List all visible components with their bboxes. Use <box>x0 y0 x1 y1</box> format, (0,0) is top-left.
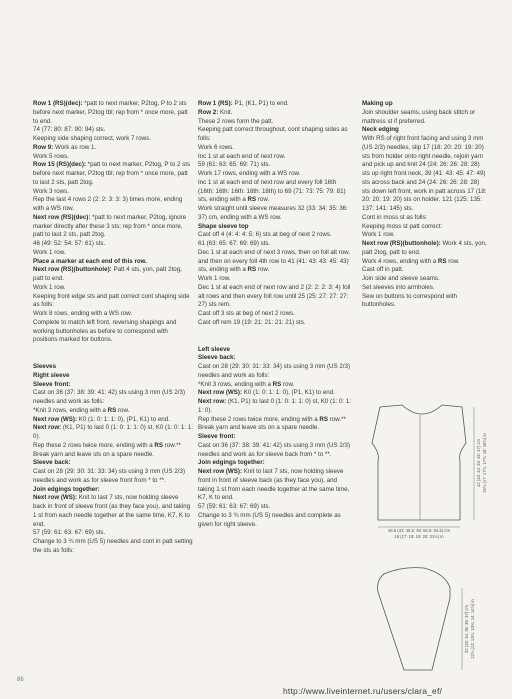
pattern-line <box>198 100 353 109</box>
watermark-url: http://www.liveinternet.ru/users/clara_ef/ <box>283 686 443 696</box>
pattern-line <box>198 161 353 170</box>
pattern-line <box>198 240 353 249</box>
instruction-text: (K1, P1) to last 0 (1: 0: 1: 1: 0) st, K0 (1: 0: 1: 1: 0). <box>33 424 193 440</box>
pattern-line <box>33 214 193 240</box>
row-label: Next row (WS): <box>198 389 242 397</box>
pattern-line <box>33 126 193 135</box>
pattern-line <box>33 153 193 162</box>
sleeve-length-label: 32 (33: 34: 35: 36: 37) cm <box>464 605 469 653</box>
pattern-line <box>198 389 353 398</box>
pattern-line <box>33 240 193 249</box>
instruction-text: *Knit 3 rows, ending with a <box>198 380 273 388</box>
heading-text: Making up <box>362 100 393 107</box>
sleeve-schematic <box>362 560 502 685</box>
body-length-in-label: 16½ (17: 17½: 17¾: 18: 18½) in <box>482 433 487 493</box>
instruction-text: *patt to next marker, P2tog, P to 2 sts before next marker, P2tog tbl; rep from * once more, patt to last 2 sts, patt 2tog. <box>33 161 191 186</box>
pattern-line <box>198 381 353 390</box>
row-label: Next row (WS): <box>33 494 77 502</box>
row-label: Next row (RS)(buttonhole): <box>33 266 112 274</box>
section-heading <box>33 381 193 390</box>
pattern-line <box>33 144 193 153</box>
pattern-line <box>198 310 353 319</box>
row-label: Next row (WS): <box>33 415 77 423</box>
section-heading <box>198 346 353 355</box>
emphasis-text: RS <box>247 266 257 274</box>
body-width-label: 46.5 (43: 45.5: 48: 50.5: 54.5) cm <box>388 528 450 533</box>
pattern-line <box>198 170 353 179</box>
instruction-text: Break yarn and leave sts on a spare needle. <box>33 450 155 458</box>
instruction-text: Cast off rem 19 (19: 21: 21: 21: 21) sts. <box>198 318 306 326</box>
section-heading <box>33 372 193 381</box>
heading-text: Shape sleeve top <box>198 222 249 230</box>
instruction-text: 57 (59: 61: 63: 67: 69) sts. <box>33 529 106 537</box>
heading-text: Right sleeve <box>33 371 70 379</box>
instruction-text: 74 (77: 80: 87: 90: 94) sts. <box>33 126 106 134</box>
instruction-text: Rep these 2 rows twice more, ending with a <box>33 441 155 449</box>
instruction-text: Patt 4 sts, yon, patt 2tog, patt to end. <box>33 266 182 282</box>
pattern-line <box>33 416 193 425</box>
instruction-text: row. <box>116 406 130 414</box>
pattern-line <box>33 389 193 407</box>
instruction-text: Cast off 3 sts at beg of next 2 rows. <box>198 310 295 317</box>
section-heading <box>33 486 193 495</box>
pattern-line <box>362 231 487 240</box>
pattern-line <box>33 494 193 529</box>
pattern-line <box>198 424 353 433</box>
instruction-text: Rep the last 4 rows 2 (2: 2: 3: 3: 3) times more, ending with a WS row. <box>33 196 183 212</box>
sleeve-outline <box>378 568 450 670</box>
instruction-text: Work 4 sts, yon, patt 2tog, patt to end. <box>362 240 487 256</box>
instruction-text: Inc 1 st at each end of next row. <box>198 152 286 160</box>
section-heading <box>33 363 193 372</box>
section-heading <box>198 433 353 442</box>
pattern-line <box>198 126 353 144</box>
pattern-line <box>198 205 353 223</box>
row-label: Row 1 (RS): <box>198 100 233 107</box>
heading-text: Join edgings together: <box>198 459 265 467</box>
row-label: Next row (RS)(dec): <box>33 213 91 221</box>
pattern-line <box>198 363 353 381</box>
instruction-text: Cont in moss st as folls: <box>362 213 428 221</box>
instruction-text: row. <box>256 266 270 274</box>
pattern-line <box>198 118 353 127</box>
heading-text: Sleeve back: <box>198 354 236 362</box>
heading-text: Sleeves <box>33 363 57 370</box>
pattern-line <box>362 258 487 267</box>
pattern-line <box>198 416 353 425</box>
instruction-text: row. <box>256 196 270 204</box>
instruction-text: 46 (49: 52: 54: 57: 61) sts. <box>33 240 106 247</box>
pattern-line <box>33 468 193 486</box>
column-right <box>362 100 487 310</box>
pattern-line <box>362 266 487 275</box>
instruction-text: Work 17 rows, ending with a WS row. <box>198 170 301 177</box>
pattern-line <box>198 442 353 460</box>
pattern-line <box>198 512 353 530</box>
pattern-line <box>362 135 487 214</box>
emphasis-text: RS <box>247 196 257 204</box>
pattern-line <box>33 424 193 442</box>
instruction-text: Keeping patt correct throughout, cont shaping sides as folls: <box>198 126 348 142</box>
section-heading <box>198 354 353 363</box>
row-label: Row 2: <box>198 108 219 116</box>
instruction-text: row.** <box>328 415 346 423</box>
instruction-text: Work 1 row. <box>198 275 231 282</box>
pattern-line <box>362 275 487 284</box>
instruction-text: Change to 3 ¾ mm (US 5) needles and cont in patt setting the sts as folls: <box>33 538 193 554</box>
instruction-text: Keeping side shaping correct, work 7 rows. <box>33 135 151 142</box>
row-label: Next row: <box>198 398 227 405</box>
pattern-line <box>33 284 193 293</box>
section-heading <box>362 100 487 109</box>
instruction-text: Change to 3 ¾ mm (US 5) needles and complete as given for right sleeve. <box>198 511 341 528</box>
pattern-line <box>33 266 193 284</box>
instruction-text: Dec 1 st at each end of next 3 rows, then on foll alt row, and then on every foll 4th row to 41 (41: 43: 43: 45: 43) sts, ending with a <box>198 248 351 274</box>
paragraph-gap <box>198 328 353 346</box>
instruction-text: Join side and sleeve seams. <box>362 275 440 282</box>
row-label: Next row: <box>33 424 62 432</box>
instruction-text: 57 (59: 61: 63: 67: 69) sts. <box>198 503 271 510</box>
section-heading <box>33 258 193 267</box>
instruction-text: Cast on 36 (37: 38: 39: 41: 42) sts using 3 mm (US 2/3) needles and work as folls: <box>33 389 186 405</box>
heading-text: Left sleeve <box>198 345 230 353</box>
pattern-line <box>198 153 353 162</box>
row-label: Row 1 (RS)(dec): <box>33 100 83 107</box>
pattern-line <box>198 319 353 328</box>
column-left <box>33 100 193 556</box>
pattern-line <box>33 196 193 214</box>
instruction-text: Work 3 rows. <box>33 187 69 195</box>
instruction-text: Work 6 rows. <box>198 143 234 151</box>
instruction-text: Rep these 2 rows twice more, ending with a <box>198 415 320 423</box>
section-heading <box>33 459 193 468</box>
pattern-line <box>33 135 193 144</box>
pattern-line <box>33 529 193 538</box>
heading-text: Sleeve back: <box>33 459 71 467</box>
section-heading <box>198 459 353 468</box>
pattern-line <box>33 293 193 311</box>
pattern-line <box>33 451 193 460</box>
pattern-line <box>33 249 193 258</box>
instruction-text: Keeping moss st patt correct: <box>362 222 443 230</box>
instruction-text: Cast on 28 (29: 30: 31: 33: 34) sts using 3 mm (US 2/3) needles and work as for sleeve front from * to **. <box>33 468 186 484</box>
instruction-text: Cast off 4 (4: 4: 4: 5: 6) sts at beg of next 2 rows. <box>198 231 332 239</box>
instruction-text: row. <box>281 380 295 388</box>
instruction-text: *Knit 3 rows, ending with a <box>33 406 108 414</box>
instruction-text: *patt to next marker, P2tog, ignore marker directly after these 3 sts; rep from * once more, patt to last 2 sts, patt 2tog. <box>33 213 187 239</box>
emphasis-text: RS <box>107 406 117 414</box>
instruction-text: Knit to last 7 sts, now holding sleeve front in front of sleeve back (as they face you), and taking 1 st from each needle together at the same time, K7, K to end. <box>198 468 350 502</box>
pattern-line <box>362 293 487 311</box>
instruction-text: row. <box>446 257 460 265</box>
page-number: 86 <box>17 677 24 683</box>
instruction-text: Break yarn and leave sts on a spare needle. <box>198 424 320 432</box>
instruction-text: Work 1 row. <box>362 231 395 239</box>
instruction-text: Work 8 rows, ending with a WS row. <box>33 310 132 317</box>
heading-text: Neck edging <box>362 126 399 134</box>
pattern-line <box>198 179 353 205</box>
pattern-line <box>198 144 353 153</box>
section-heading <box>198 223 353 232</box>
pattern-line <box>33 161 193 187</box>
pattern-line <box>198 109 353 118</box>
heading-text: Sleeve front: <box>33 380 71 388</box>
instruction-text: (K1, P1) to last 0 (1: 0: 1: 1: 0) st, K0 (1: 0: 1: 1: 0). <box>198 398 352 414</box>
instruction-text: Cast on 36 (37: 38: 39: 41: 42) sts using 3 mm (US 2/3) needles and work as for sleeve back from * to **. <box>198 441 351 458</box>
row-label: Next row (RS)(buttonhole): <box>362 240 441 247</box>
instruction-text: Knit to last 7 sts, now holding sleeve back in front of sleeve front (as they face you), and taking 1 st from each needle together at the same time, K7, K to end. <box>33 494 191 528</box>
pattern-line <box>33 538 193 556</box>
pattern-line <box>33 319 193 345</box>
pattern-line <box>198 275 353 284</box>
instruction-text: Cast on 28 (29: 30: 31: 33: 34) sts using 3 mm (US 2/3) needles and work as folls: <box>198 363 351 379</box>
pattern-line <box>362 109 487 127</box>
body-outline <box>372 405 466 520</box>
instruction-text: P1, (K1, P1) to end. <box>232 100 289 107</box>
instruction-text: Knit. <box>218 108 233 116</box>
pattern-line <box>33 100 193 126</box>
instruction-text: 61 (63: 65: 67: 69: 69) sts. <box>198 240 271 247</box>
instruction-text: Set sleeves into armholes. <box>362 283 435 291</box>
pattern-line <box>362 284 487 293</box>
row-label: Next row (WS): <box>198 468 242 475</box>
pattern-line <box>362 214 487 223</box>
instruction-text: Sew on buttons to correspond with buttonholes. <box>362 292 457 309</box>
instruction-text: *patt to next marker, P2tog, P to 2 sts before next marker, P2tog tbl; rep from * once more, patt to end. <box>33 100 188 125</box>
pattern-line <box>198 249 353 275</box>
instruction-text: Keeping front edge sts and patt correct cont shaping side as folls: <box>33 292 190 309</box>
paragraph-gap <box>33 345 193 363</box>
instruction-text: These 2 rows form the patt. <box>198 117 274 125</box>
instruction-text: Work as row 1. <box>53 143 97 151</box>
body-length-label: 42 (43: 44: 45: 46: 47) cm <box>476 439 481 487</box>
instruction-text: Inc 1 st at each end of next row and every foll 16th (16th: 16th: 16th: 18th: 18th) to 69 (71: 73: 75: 79: 81) sts, ending with a <box>198 178 346 204</box>
pattern-line <box>198 231 353 240</box>
instruction-text: K0 (1: 0: 1: 1: 0), (P1, K1) to end. <box>242 389 335 397</box>
pattern-line <box>33 310 193 319</box>
section-heading <box>362 126 487 135</box>
instruction-text: Work 5 rows. <box>33 152 69 160</box>
heading-text: Place a marker at each end of this row. <box>33 257 147 265</box>
pattern-line <box>33 407 193 416</box>
emphasis-text: RS <box>319 415 329 423</box>
instruction-text: Join shoulder seams, using back stitch or mattress st if preferred. <box>362 108 476 125</box>
emphasis-text: RS <box>154 441 164 449</box>
pattern-line <box>362 240 487 258</box>
column-middle <box>198 100 353 529</box>
pattern-line <box>198 398 353 416</box>
pattern-line <box>362 223 487 232</box>
heading-text: Sleeve front: <box>198 433 236 440</box>
instruction-text: Work 1 row. <box>33 283 66 291</box>
instruction-text: Cast off in patt. <box>362 266 404 274</box>
pattern-line <box>198 284 353 310</box>
pattern-line <box>198 503 353 512</box>
body-width-in-label: 16 (17: 18: 19: 20: 21½) in <box>394 534 444 539</box>
pattern-line <box>198 468 353 503</box>
instruction-text: Work straight until sleeve measures 32 (33: 34: 35: 36: 37) cm, ending with a WS row. <box>198 205 348 221</box>
instruction-text: row.** <box>163 441 181 449</box>
instruction-text: Dec 1 st at each end of next row and 2 (2: 2: 2: 3: 4) foll alt rows and then every foll row until 25 (25: 27: 27: 27: 27) sts rem. <box>198 283 351 309</box>
instruction-text: 59 (61: 63: 65: 69: 71) sts. <box>198 161 271 169</box>
instruction-text: Complete to match left front, reversing shapings and working buttonholes as before to correspond with positions marked for buttons. <box>33 318 177 344</box>
emphasis-text: RS <box>437 257 447 265</box>
instruction-text: K0 (1: 0: 1: 1: 0), (P1, K1) to end. <box>77 415 170 423</box>
heading-text: Join edgings together: <box>33 485 100 493</box>
pattern-line <box>33 442 193 451</box>
sleeve-length-in-label: 12½ (13: 13½: 13¾: 14: 14½) in <box>470 599 475 659</box>
pattern-line <box>33 188 193 197</box>
instruction-text: Work 1 row. <box>33 248 66 256</box>
row-label: Row 9: <box>33 143 54 151</box>
emphasis-text: RS <box>272 380 282 388</box>
instruction-text: With RS of right front facing and using 3 mm (US 2/3) needles, slip 17 (18: 20: 20: 19: 20) sts from holder onto right needle, rejoin yarn and pick up and knit 24 (24: 26: 26: 28: 28) sts up right front neck, 39 (41: 43: 45: 47: 49) sts across back and 24 (24: 26: 26: 28: 28) sts down left front, work in patt across 17 (18: 20: 20: 19: 20) sts on holder. 121 (125: 135: 137: 141: 145) sts. <box>362 135 487 212</box>
row-label: Row 15 (RS)(dec): <box>33 161 86 169</box>
instruction-text: Work 4 rows, ending with a <box>362 257 438 265</box>
